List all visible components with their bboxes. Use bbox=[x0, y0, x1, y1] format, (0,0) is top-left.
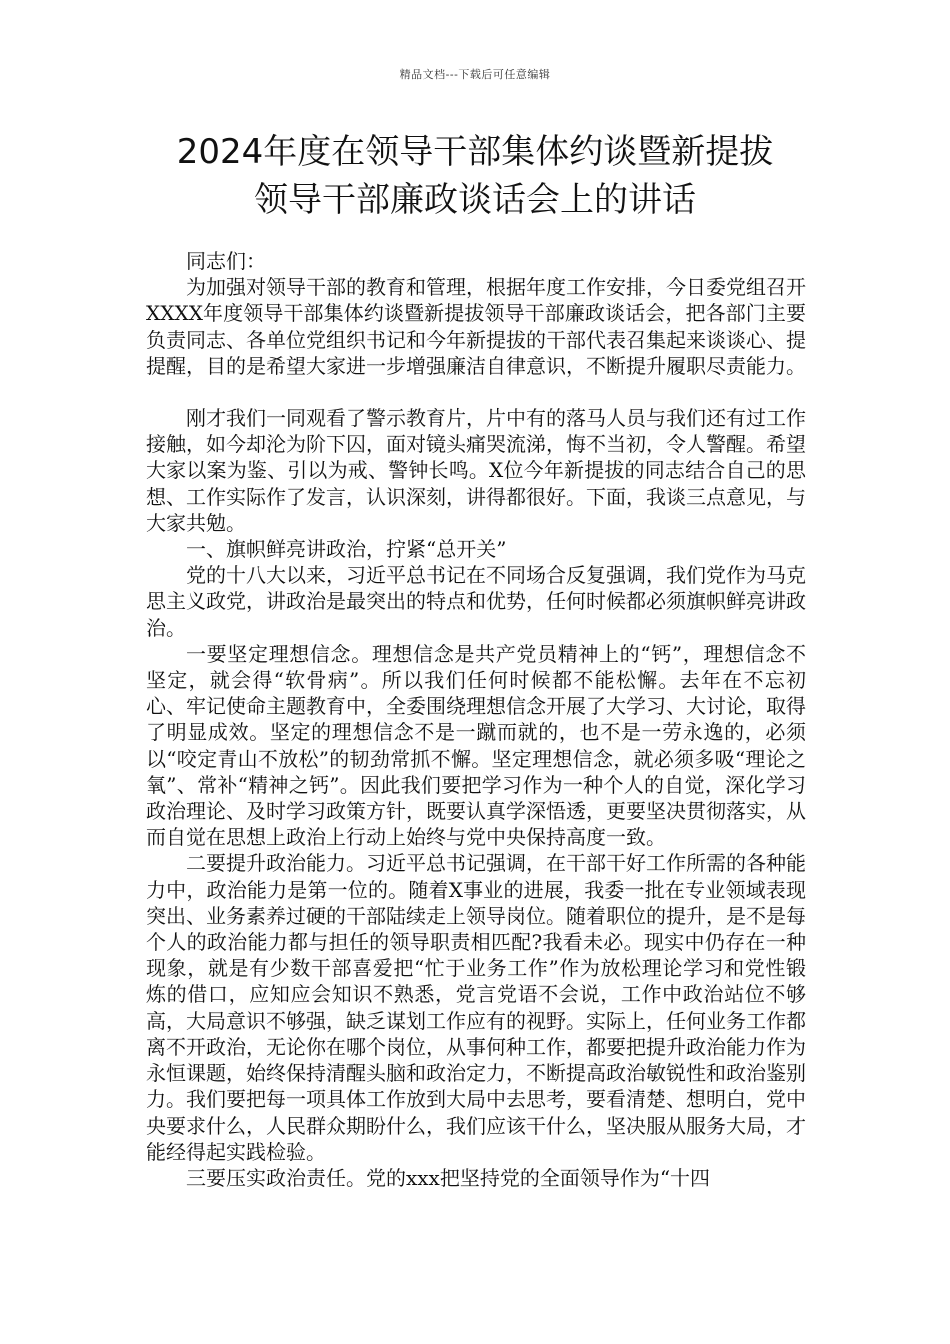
document-title bbox=[100, 128, 850, 224]
paragraph-section-1-intro: 党的十八大以来，习近平总书记在不同场合反复强调，我们党作为马克思主义政党，讲政治是最突出的特点和优势，任何时候都必须旗帜鲜亮讲政治。 bbox=[146, 563, 806, 640]
paragraph-ideals: 一要坚定理想信念。理想信念是共产党员精神上的“钙”，理想信念不坚定，就会得“软骨病”。所以我们任何时候都不能松懈。去年在不忘初心、牢记使命主题教育中，全委围绕理想信念开展了大学习、大讨论，取得了明显成效。坚定的理想信念不是一蹴而就的，也不是一劳永逸的，必须以“咬定青山不放松”的韧劲常抓不懈。坚定理想信念，就必须多吸“理论之氧”、常补“精神之钙”。因此我们要把学习作为一种个人的自觉，深化学习政治理论、及时学习政策方针，既要认真学深悟透，更要坚决贯彻落实，从而自觉在思想上政治上行动上始终与党中央保持高度一致。 bbox=[146, 641, 806, 850]
header-note: 精品文档---下载后可任意编辑 bbox=[399, 68, 551, 81]
title-line-1: 2024年度在领导干部集体约谈暨新提拔 bbox=[176, 132, 774, 172]
paragraph-political-ability: 二要提升政治能力。习近平总书记强调，在干部干好工作所需的各种能力中，政治能力是第一位的。随着X事业的进展，我委一批在专业领域表现突出、业务素养过硬的干部陆续走上领导岗位。随着职位的提升，是不是每个人的政治能力都与担任的领导职责相匹配?我看未必。现实中仍存在一种现象，就是有少数干部喜爱把“忙于业务工作”作为放松理论学习和党性锻炼的借口，应知应会知识不熟悉，党言党语不会说，工作中政治站位不够高，大局意识不够强，缺乏谋划工作应有的视野。实际上，任何业务工作都离不开政治，无论你在哪个岗位，从事何种工作，都要把提升政治能力作为永恒课题，始终保持清醒头脑和政治定力，不断提高政治敏锐性和政治鉴别力。我们要把每一项具体工作放到大局中去思考，要看清楚、想明白，党中央要求什么，人民群众期盼什么，我们应该干什么，坚决服从服务大局，才能经得起实践检验。 bbox=[146, 851, 806, 1164]
section-heading-1: 一、旗帜鲜亮讲政治，拧紧“总开关” bbox=[186, 537, 507, 562]
paragraph-intro: 为加强对领导干部的教育和管理，根据年度工作安排，今日委党组召开XXXX年度领导干部集体约谈暨新提拔领导干部廉政谈话会，把各部门主要负责同志、各单位党组织书记和今年新提拔的干部代表召集起来谈谈心、提提醒，目的是希望大家进一步增强廉洁自律意识，不断提升履职尽责能力。 bbox=[146, 275, 806, 378]
paragraph-political-responsibility: 三要压实政治责任。党的xxx把坚持党的全面领导作为“十四 bbox=[186, 1165, 711, 1190]
document-body bbox=[146, 248, 806, 1191]
title-line-2: 领导干部廉政谈话会上的讲话 bbox=[254, 180, 696, 220]
salutation: 同志们： bbox=[186, 249, 266, 273]
paragraph-warning-film: 刚才我们一同观看了警示教育片，片中有的落马人员与我们还有过工作接触，如今却沦为阶下囚，面对镜头痛哭流涕，悔不当初，令人警醒。希望大家以案为鉴、引以为戒、警钟长鸣。X位今年新提拔的同志结合自己的思想、工作实际作了发言，认识深刻，讲得都很好。下面，我谈三点意见，与大家共勉。 bbox=[146, 406, 806, 535]
